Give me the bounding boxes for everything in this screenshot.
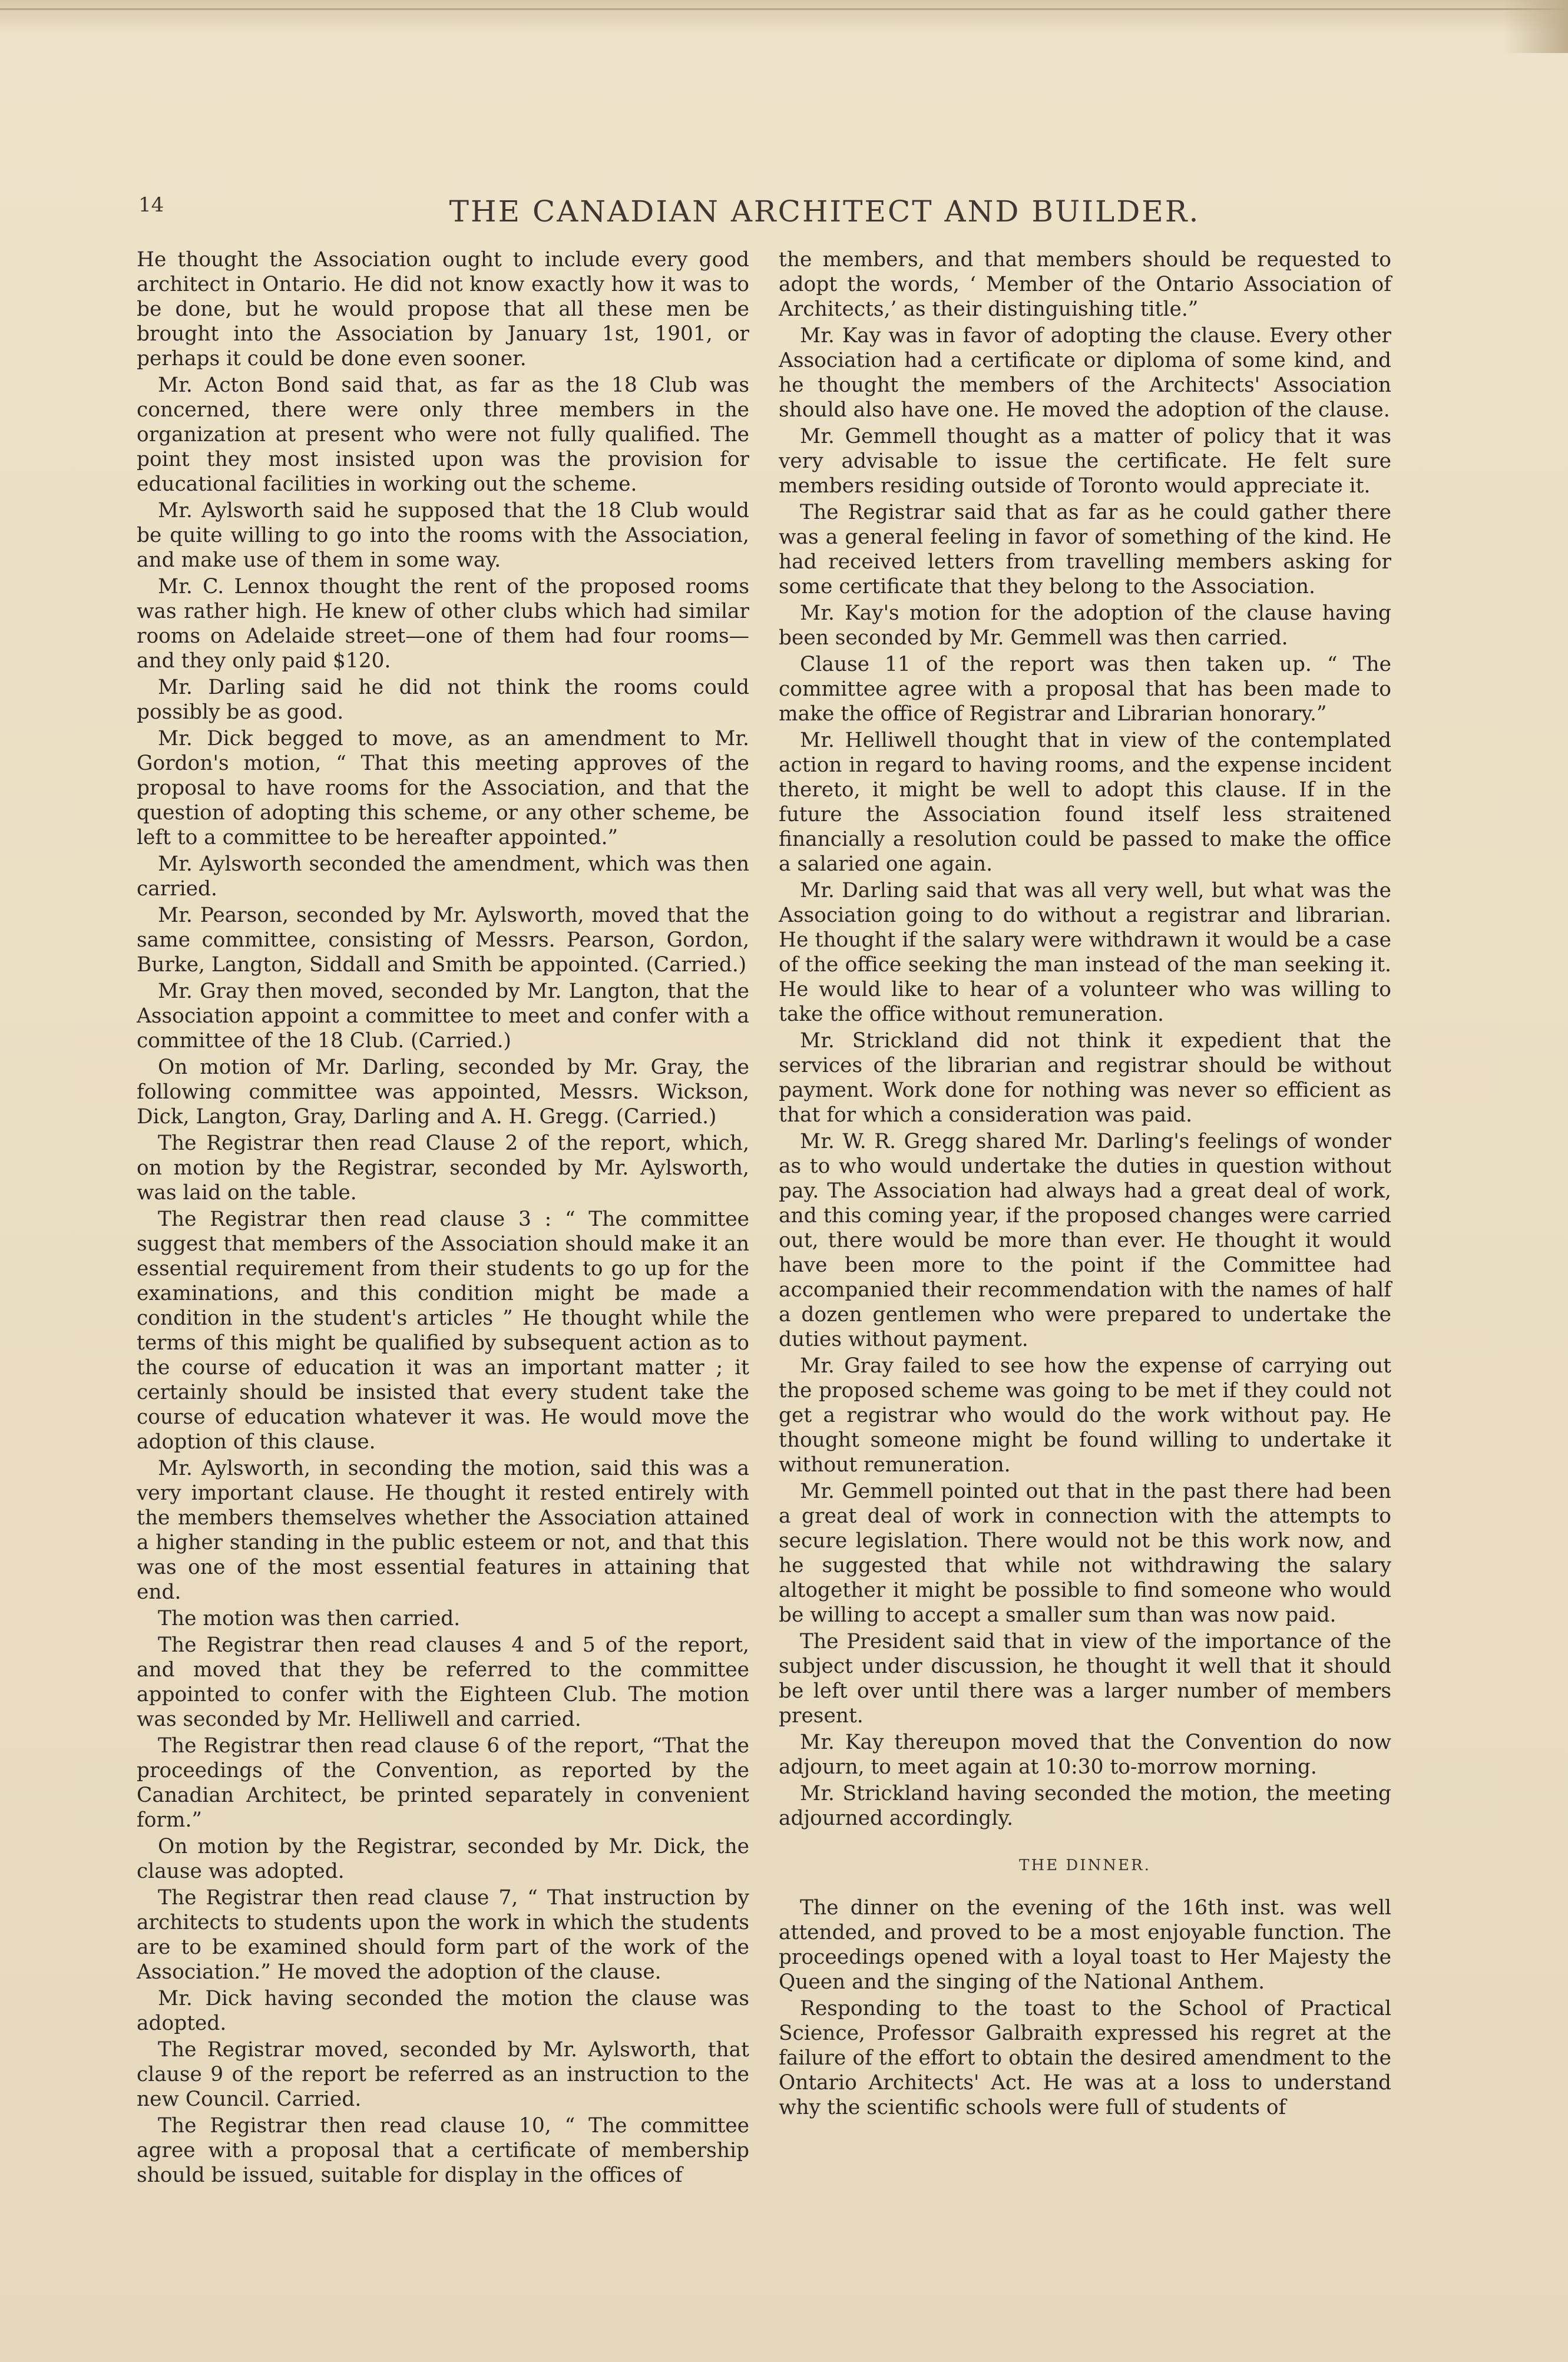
article-paragraph: The Registrar then read clause 10, “ The committee agree with a proposal that a certificate of membership should be issued, suitable for display in the offices of [137,2114,749,2187]
article-paragraph: Mr. Aylsworth, in seconding the motion, said this was a very important clause. He thought it rested entirely with the members themselves whether the Association attained a higher standing in the public esteem or not, and that this was one of the most essential features in attaining that end. [137,1457,749,1604]
article-paragraph: The Registrar then read Clause 2 of the report, which, on motion by the Registrar, seconded by Mr. Aylsworth, was laid on the table. [137,1132,749,1205]
article-paragraph: Mr. Kay was in favor of adopting the clause. Every other Association had a certificate or diploma of some kind, and he thought the members of the Architects' Association should also have one. He moved the adoption of the clause. [779,324,1391,422]
article-paragraph: Mr. Gemmell pointed out that in the past there had been a great deal of work in connection with the attempts to secure legislation. There would not be this work now, and he suggested that while not withdrawing the salary altogether it might be possible to find someone who would be willing to accept a smaller sum than was now paid. [779,1480,1391,1627]
article-paragraph: Mr. Kay thereupon moved that the Convention do now adjourn, to meet again at 10:30 to-morrow morning. [779,1731,1391,1779]
page-fold-line [0,8,1568,10]
article-paragraph: Mr. C. Lennox thought the rent of the proposed rooms was rather high. He knew of other clubs which had similar rooms on Adelaide street—one of them had four rooms—and they only paid $120. [137,575,749,673]
article-paragraph: The Registrar then read clause 7, “ That instruction by architects to students upon the work in which the students are to be examined should form part of the work of the Association.” He moved the adoption of the clause. [137,1886,749,1984]
article-paragraph: The Registrar then read clause 3 : “ The committee suggest that members of the Association should make it an essential requirement from their students to go up for the examinations, and this condition might be made a condition in the student's articles ” He thought while the terms of this might be qualified by subsequent action as to the course of education it was an important matter ; it certainly should be insisted that every student take the course of education whatever it was. He would move the adoption of this clause. [137,1208,749,1454]
article-paragraph: The dinner on the evening of the 16th inst. was well attended, and proved to be a most enjoyable function. The proceedings opened with a loyal toast to Her Majesty the Queen and the singing of the National Anthem. [779,1896,1391,1994]
article-paragraph: On motion of Mr. Darling, seconded by Mr. Gray, the following committee was appointed, Messrs. Wickson, Dick, Langton, Gray, Darling and A. H. Gregg. (Carried.) [137,1056,749,1129]
article-paragraph: Clause 11 of the report was then taken up. “ The committee agree with a proposal that has been made to make the office of Registrar and Librarian honorary.” [779,653,1391,726]
article-paragraph: Responding to the toast to the School of Practical Science, Professor Galbraith expressed his regret at the failure of the effort to obtain the desired amendment to the Ontario Architects' Act. He was at a loss to understand why the scientific schools were full of students of [779,1997,1391,2119]
article-paragraph: Mr. Acton Bond said that, as far as the 18 Club was concerned, there were only three members in the organization at present who were not fully qualified. The point they most insisted upon was the provision for educational facilities in working out the scheme. [137,373,749,496]
article-paragraph: The President said that in view of the importance of the subject under discussion, he thought it well that it should be left over until there was a larger number of members present. [779,1630,1391,1728]
masthead-title: THE CANADIAN ARCHITECT AND BUILDER. [449,194,1200,229]
article-paragraph: Mr. Kay's motion for the adoption of the clause having been seconded by Mr. Gemmell was then carried. [779,601,1391,650]
article-paragraph: The Registrar then read clauses 4 and 5 of the report, and moved that they be referred to the committee appointed to confer with the Eighteen Club. The motion was seconded by Mr. Helliwell and carried. [137,1633,749,1731]
article-paragraph: the members, and that members should be requested to adopt the words, ‘ Member of the Ontario Association of Architects,’ as their distinguishing title.” [779,248,1391,321]
article-paragraph: Mr. Strickland having seconded the motion, the meeting adjourned accordingly. [779,1782,1391,1830]
article-paragraph: Mr. Aylsworth said he supposed that the 18 Club would be quite willing to go into the rooms with the Association, and make use of them in some way. [137,499,749,572]
page-header [138,190,1405,231]
article-paragraph: Mr. Helliwell thought that in view of the contemplated action in regard to having rooms, and the expense incident thereto, it might be well to adopt this clause. If in the future the Association found itself less straitened financially a resolution could be passed to make the office a salaried one again. [779,729,1391,876]
article-paragraph: Mr. Gemmell thought as a matter of policy that it was very advisable to issue the certificate. He felt sure members residing outside of Toronto would appreciate it. [779,425,1391,498]
article-paragraph: The Registrar said that as far as he could gather there was a general feeling in favor of something of the kind. He had received letters from travelling members asking for some certificate that they belong to the Association. [779,501,1391,598]
article-paragraph: Mr. Gray failed to see how the expense of carrying out the proposed scheme was going to be met if they could not get a registrar who would do the work without pay. He thought someone might be found willing to undertake it without remuneration. [779,1354,1391,1477]
article-paragraph: The Registrar then read clause 6 of the report, “That the proceedings of the Convention, as reported by the Canadian Architect, be printed separately in convenient form.” [137,1734,749,1832]
article-paragraph: Mr. W. R. Gregg shared Mr. Darling's feelings of wonder as to who would undertake the duties in question without pay. The Association had always had a great deal of work, and this coming year, if the proposed changes were carried out, there would be more than ever. He thought it would have been more to the point if the Committee had accompanied their recommendation with the names of half a dozen gentlemen who were prepared to undertake the duties without payment. [779,1130,1391,1351]
page-top-edge [0,0,1568,34]
article-paragraph: Mr. Dick having seconded the motion the clause was adopted. [137,1987,749,2035]
article-paragraph: Mr. Dick begged to move, as an amendment to Mr. Gordon's motion, “ That this meeting approves of the proposal to have rooms for the Association, and that the question of adopting this scheme, or any other scheme, be left to a committee to be hereafter appointed.” [137,727,749,849]
right-column [779,247,1391,2122]
dinner-section-body [779,1895,1391,2120]
article-paragraph: Mr. Pearson, seconded by Mr. Aylsworth, moved that the same committee, consisting of Messrs. Pearson, Gordon, Burke, Langton, Siddall and Smith be appointed. (Carried.) [137,904,749,977]
section-title-dinner: THE DINNER. [1019,1857,1151,1874]
page-number: 14 [138,193,164,217]
article-paragraph: Mr. Darling said that was all very well, but what was the Association going to do without a registrar and librarian. He thought if the salary were withdrawn it would be a case of the office seeking the man instead of the man seeking it. He would like to hear of a volunteer who was willing to take the office without remuneration. [779,879,1391,1026]
article-paragraph: Mr. Strickland did not think it expedient that the services of the librarian and registrar should be without payment. Work done for nothing was never so efficient as that for which a consideration was paid. [779,1029,1391,1127]
article-paragraph: Mr. Aylsworth seconded the amendment, which was then carried. [137,852,749,901]
article-paragraph: On motion by the Registrar, seconded by Mr. Dick, the clause was adopted. [137,1835,749,1883]
page-corner-shadow [1503,0,1568,53]
article-paragraph: The Registrar moved, seconded by Mr. Aylsworth, that clause 9 of the report be referred as an instruction to the new Council. Carried. [137,2038,749,2111]
article-paragraph: Mr. Gray then moved, seconded by Mr. Langton, that the Association appoint a committee to meet and confer with a committee of the 18 Club. (Carried.) [137,980,749,1053]
left-column [137,247,749,2189]
article-paragraph: Mr. Darling said he did not think the rooms could possibly be as good. [137,676,749,724]
right-column-body [779,247,1391,1831]
article-paragraph: He thought the Association ought to include every good architect in Ontario. He did not know exactly how it was to be done, but he would propose that all these men be brought into the Association by January 1st, 1901, or perhaps it could be done even sooner. [137,248,749,370]
article-paragraph: The motion was then carried. [158,1607,461,1630]
